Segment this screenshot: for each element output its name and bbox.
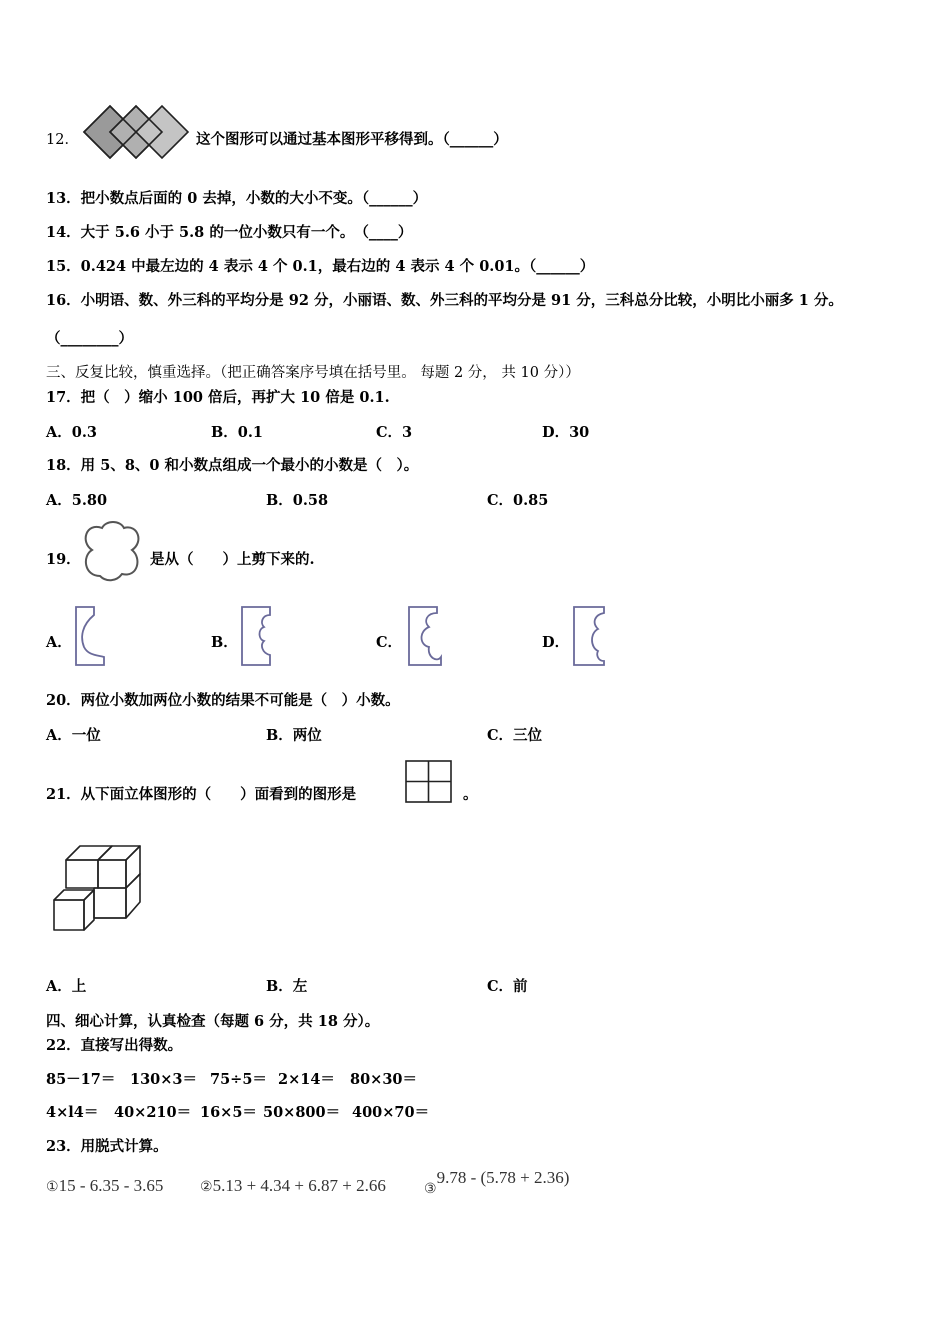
- q23-expr-3: 9.78 - (5.78 + 2.36): [436, 1168, 570, 1187]
- q12-number: 12．: [46, 132, 79, 148]
- q17-option-d[interactable]: D．30: [542, 424, 590, 441]
- q12-text: 这个图形可以通过基本图形平移得到。（______）: [196, 131, 508, 148]
- q19-number: 19．: [46, 551, 81, 568]
- q21-option-b[interactable]: B．左: [266, 978, 308, 995]
- q19-option-d-paper-figure[interactable]: [572, 605, 608, 667]
- q20-option-c[interactable]: C．三位: [487, 727, 543, 744]
- q23-expression-1: [46, 1176, 163, 1196]
- q21-option-c[interactable]: C．前: [487, 978, 528, 995]
- q14-text: 14．大于 5.6 小于 5.8 的一位小数只有一个。 （____）: [46, 224, 413, 241]
- q23-expr-1: 15 - 6.35 - 3.65: [58, 1176, 164, 1195]
- q22-r1-item-4: 2×14＝: [278, 1071, 335, 1088]
- section-4-heading: 四、细心计算，认真检查（每题 6 分，共 18 分）。: [46, 1013, 380, 1030]
- q23-expression-3: [424, 1168, 570, 1197]
- q23-mark-2: ②: [200, 1180, 213, 1195]
- q21-option-a[interactable]: A．上: [46, 978, 87, 995]
- q22-r1-item-1: 85－17＝: [46, 1071, 116, 1088]
- q15-text: 15．0.424 中最左边的 4 表示 4 个 0.1，最右边的 4 表示 4 个 0.01。（______）: [46, 258, 595, 275]
- q22-r1-item-5: 80×30＝: [350, 1071, 418, 1088]
- q12-diamond-pattern-figure: [84, 104, 192, 160]
- q19-option-a[interactable]: A．: [46, 634, 72, 651]
- q17-option-c[interactable]: C．3: [376, 424, 413, 441]
- q19-option-b-paper-figure[interactable]: [240, 605, 274, 667]
- q22-text: 22．直接写出得数。: [46, 1037, 183, 1054]
- q22-r1-item-3: 75÷5＝: [210, 1071, 267, 1088]
- q20-text: 20．两位小数加两位小数的结果不可能是（ ）小数。: [46, 692, 400, 709]
- q23-text: 23．用脱式计算。: [46, 1138, 168, 1155]
- q19-option-c[interactable]: C．: [376, 634, 403, 651]
- q18-text: 18．用 5、8、0 和小数点组成一个最小的小数是（ ）。: [46, 457, 419, 474]
- q23-mark-1: ①: [46, 1180, 59, 1195]
- q13-text: 13．把小数点后面的 0 去掉，小数的大小不变。（______）: [46, 190, 428, 207]
- q18-option-c[interactable]: C．0.85: [487, 492, 549, 509]
- q22-r2-item-1: 4×l4＝: [46, 1104, 99, 1121]
- q19-text: 是从（ ）上剪下来的.: [150, 551, 315, 568]
- q21-view-grid-figure: [405, 760, 453, 804]
- q17-text: 17．把（ ）缩小 100 倍后，再扩大 10 倍是 0.1.: [46, 389, 390, 406]
- q21-text-end: 。: [463, 786, 478, 803]
- q22-r2-item-5: 400×70＝: [352, 1104, 430, 1121]
- q16-answer-blank: （________）: [46, 330, 133, 347]
- q16-text: 16．小明语、数、外三科的平均分是 92 分，小丽语、数、外三科的平均分是 91 分，三科总分比较，小明比小丽多 1 分。: [46, 292, 843, 309]
- q19-option-d[interactable]: D．: [542, 634, 570, 651]
- q18-option-b[interactable]: B．0.58: [266, 492, 329, 509]
- q22-r2-item-4: 50×800＝: [263, 1104, 341, 1121]
- q17-option-a[interactable]: A．0.3: [46, 424, 97, 441]
- q22-r1-item-2: 130×3＝: [130, 1071, 198, 1088]
- q19-option-b[interactable]: B．: [211, 634, 238, 651]
- q22-r2-item-2: 40×210＝: [114, 1104, 192, 1121]
- q23-expression-2: [200, 1176, 386, 1196]
- q22-r2-item-3: 16×5＝: [200, 1104, 257, 1121]
- q19-option-c-paper-figure[interactable]: [407, 605, 443, 667]
- q19-clover-cutout-figure: [80, 520, 144, 582]
- q18-option-a[interactable]: A．5.80: [46, 492, 108, 509]
- q20-option-a[interactable]: A．一位: [46, 727, 101, 744]
- q23-mark-3: ③: [424, 1182, 437, 1197]
- q23-expr-2: 5.13 + 4.34 + 6.87 + 2.66: [212, 1176, 386, 1195]
- q21-text: 21．从下面立体图形的（ ）面看到的图形是: [46, 786, 357, 803]
- q17-option-b[interactable]: B．0.1: [211, 424, 263, 441]
- q20-option-b[interactable]: B．两位: [266, 727, 322, 744]
- section-3-heading: 三、反复比较，慎重选择。（把正确答案序号填在括号里。 每题 2 分， 共 10 分））: [46, 365, 580, 381]
- q21-cube-stack-figure: [50, 842, 146, 934]
- q19-option-a-paper-figure[interactable]: [74, 605, 108, 667]
